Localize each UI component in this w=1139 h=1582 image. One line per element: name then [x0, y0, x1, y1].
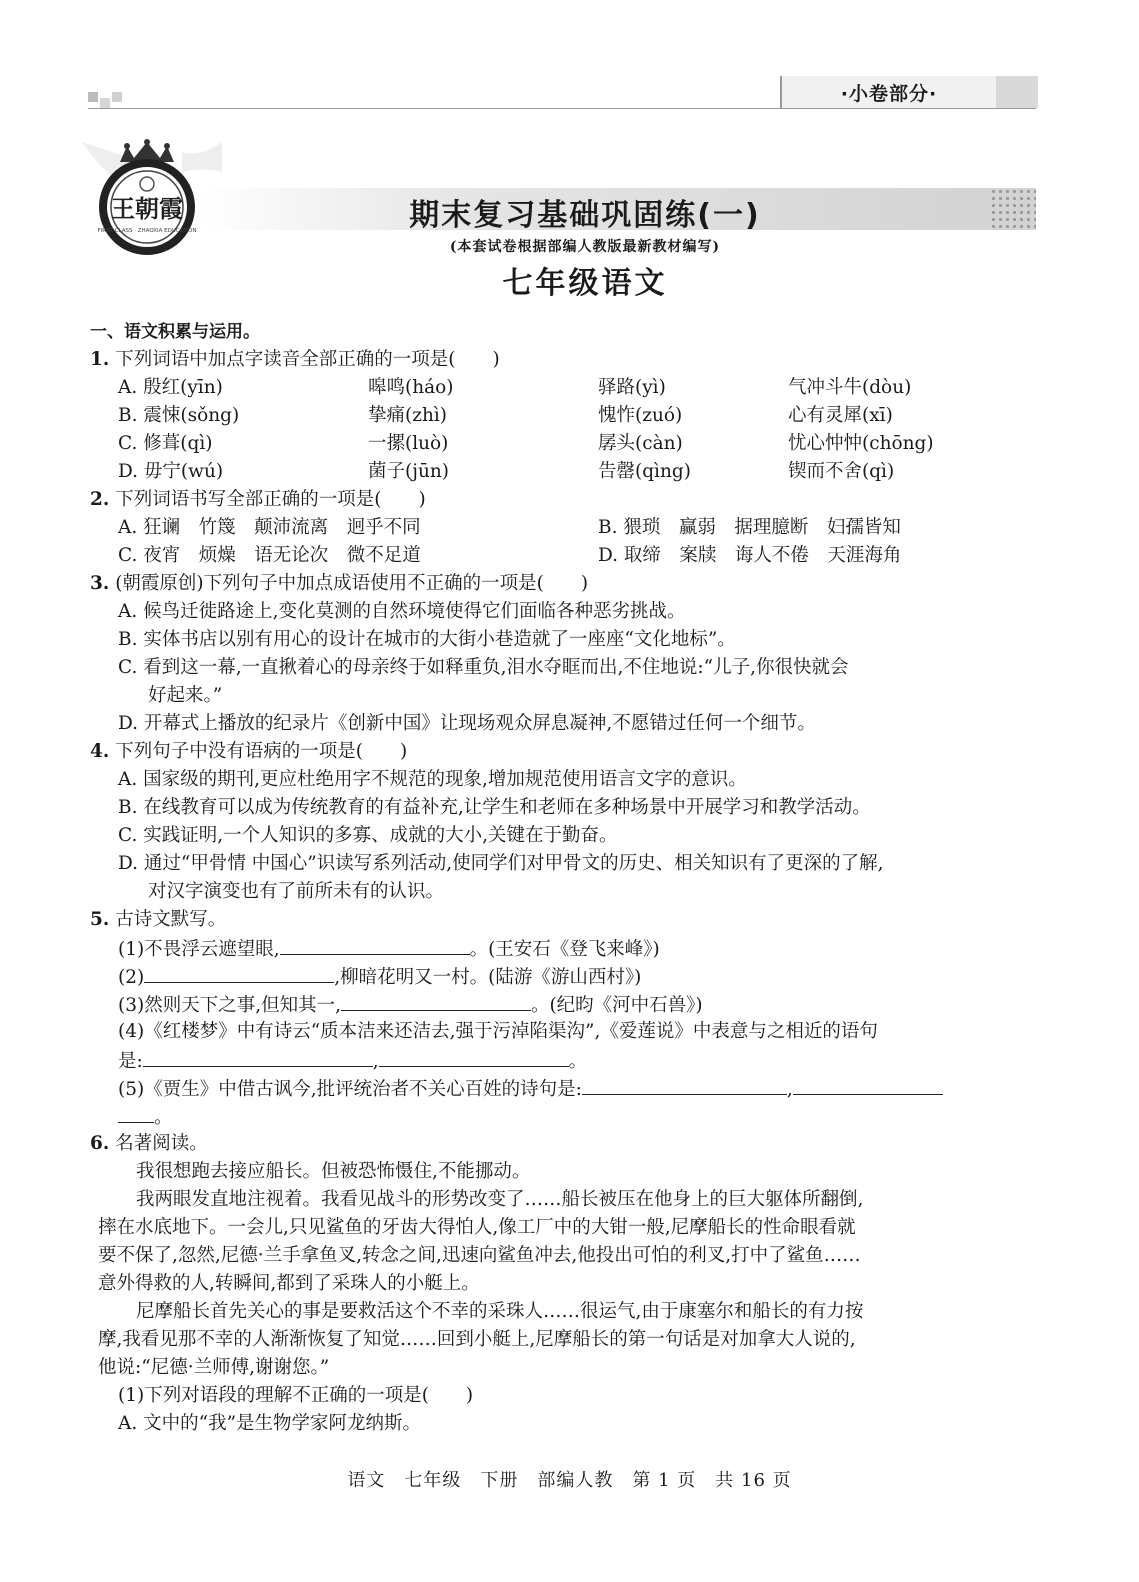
answer-blank[interactable] [379, 1046, 569, 1067]
q1-row-a: A. 殷红(yīn) 嗥鸣(háo) 驿路(yì) 气冲斗牛(dòu) [118, 377, 912, 398]
q6-sub-question-1: (1)下列对语段的理解不正确的一项是( ) [118, 1385, 474, 1406]
q3-option-c: C. 看到这一幕,一直揪着心的母亲终于如释重负,泪水夺眶而出,不住地说:“儿子,你很快就会 [118, 657, 849, 678]
exam-content [90, 318, 1040, 1438]
q1-row-c: C. 修葺(qì) 一摞(luò) 孱头(càn) 忧心忡忡(chōng) [118, 433, 934, 454]
q2-row-ab: A. 狂谰 竹篾 颠沛流离 迥乎不同 B. 猥琐 赢弱 据理臆断 妇孺皆知 [118, 517, 901, 538]
q4-option-d: D. 通过“甲骨情 中国心”识读写系列活动,使同学们对甲骨文的历史、相关知识有了更深的了解, [118, 853, 884, 874]
section-heading: 一、语文积累与运用。 [90, 322, 260, 342]
question-5: 5. 古诗文默写。 [90, 909, 227, 930]
answer-blank[interactable] [143, 1046, 373, 1067]
answer-blank[interactable] [280, 934, 470, 955]
reading-paragraph-cont: 意外得救的人,转瞬间,都到了采珠人的小艇上。 [98, 1273, 480, 1294]
reading-paragraph: 我很想跑去接应船长。但被恐怖慑住,不能挪动。 [136, 1161, 531, 1182]
q5-item-4-cont: 是: , 。 [90, 1046, 1040, 1074]
q5-item-3: (3)然则天下之事,但知其一, 。(纪昀《河中石兽》) [90, 990, 1040, 1018]
question-2: 2. 下列词语书写全部正确的一项是( ) [90, 489, 426, 510]
page-subtitle-note: (本套试卷根据部编人教版最新教材编写) [449, 239, 721, 255]
section-tag-label: ·小卷部分· [782, 76, 996, 108]
question-1: 1. 下列词语中加点字读音全部正确的一项是( ) [90, 349, 500, 370]
q1-row-d: D. 毋宁(wú) 菌子(jūn) 告罄(qìng) 锲而不舍(qì) [118, 461, 895, 482]
q3-option-c-cont: 好起来。” [148, 685, 223, 706]
reading-paragraph-cont: 要不保了,忽然,尼德·兰手拿鱼叉,转念之间,迅速向鲨鱼冲去,他投出可怕的利叉,打中了鲨鱼…… [98, 1245, 861, 1266]
answer-blank[interactable] [341, 990, 531, 1011]
q4-option-a: A. 国家级的期刊,更应杜绝用字不规范的现象,增加规范使用语言文字的意识。 [118, 769, 747, 790]
page-title: 期末复习基础巩固练(一) [409, 198, 761, 233]
q2-row-cd: C. 夜宵 烦燥 语无论次 微不足道 D. 取缔 案牍 诲人不倦 天涯海角 [118, 545, 902, 566]
header-deco-square [100, 98, 110, 108]
question-6: 6. 名著阅读。 [90, 1133, 208, 1154]
grade-subject-title: 七年级语文 [502, 266, 668, 301]
reading-paragraph: 我两眼发直地注视着。我看见战斗的形势改变了……船长被压在他身上的巨大躯体所翻倒, [136, 1189, 864, 1210]
answer-blank[interactable] [793, 1074, 943, 1095]
svg-text:王朝霞: 王朝霞 [111, 194, 183, 223]
q5-item-5-cont: 。 [90, 1102, 1040, 1130]
header-deco-square [88, 92, 98, 102]
answer-blank[interactable] [144, 962, 334, 983]
section-tag [780, 76, 1038, 108]
reading-paragraph-cont: 他说:“尼德·兰师傅,谢谢您。” [98, 1357, 330, 1378]
answer-blank[interactable] [582, 1074, 787, 1095]
header-deco-square [112, 92, 122, 102]
q6-sub1-option-a: A. 文中的“我”是生物学家阿龙纳斯。 [118, 1413, 422, 1434]
page-footer: 语文 七年级 下册 部编人教 第 1 页 共 16 页 [347, 1470, 792, 1491]
question-4: 4. 下列句子中没有语病的一项是( ) [90, 741, 408, 762]
crown-icon [120, 139, 174, 162]
reading-paragraph: 尼摩船长首先关心的事是要救活这个不幸的采珠人……很运气,由于康塞尔和船长的有力按 [136, 1301, 864, 1322]
q5-item-2: (2) ,柳暗花明又一村。(陆游《游山西村》) [90, 962, 1040, 990]
answer-blank[interactable] [118, 1102, 154, 1123]
header-rule [88, 108, 1036, 109]
q5-item-5: (5)《贾生》中借古讽今,批评统治者不关心百姓的诗句是: , [90, 1074, 1040, 1102]
q3-option-a: A. 候鸟迁徙路途上,变化莫测的自然环境使得它们面临各种恶劣挑战。 [118, 601, 686, 622]
reading-paragraph-cont: 摔在水底地下。一会儿,只见鲨鱼的牙齿大得怕人,像工厂中的大钳一般,尼摩船长的性命眼看就 [98, 1217, 856, 1238]
q3-option-d: D. 开幕式上播放的纪录片《创新中国》让现场观众屏息凝神,不愿错过任何一个细节。 [118, 713, 816, 734]
q1-row-b: B. 震悚(sǒng) 挚痛(zhì) 愧怍(zuó) 心有灵犀(xī) [118, 405, 893, 426]
q4-option-d-cont: 对汉字演变也有了前所未有的认识。 [148, 881, 445, 902]
question-3: 3. (朝霞原创)下列句子中加点成语使用不正确的一项是( ) [90, 573, 589, 594]
q5-item-4: (4)《红楼梦》中有诗云“质本洁来还洁去,强于污淖陷渠沟”,《爱莲说》中表意与之相近的语句 [118, 1021, 878, 1042]
q4-option-c: C. 实践证明,一个人知识的多寡、成就的大小,关键在于勤奋。 [118, 825, 618, 846]
q4-option-b: B. 在线教育可以成为传统教育的有益补充,让学生和老师在多种场景中开展学习和教学活动。 [118, 797, 871, 818]
reading-paragraph-cont: 摩,我看见那不幸的人渐渐恢复了知觉……回到小艇上,尼摩船长的第一句话是对加拿大人说的, [98, 1329, 856, 1350]
q5-item-1: (1)不畏浮云遮望眼, 。(王安石《登飞来峰》) [90, 934, 1040, 962]
q3-option-b: B. 实体书店以别有用心的设计在城市的大街小巷造就了一座座“文化地标”。 [118, 629, 736, 650]
svg-text:FIRST CLASS · ZHAOXIA EDUCATIO: FIRST CLASS · ZHAOXIA EDUCATION [97, 228, 197, 234]
